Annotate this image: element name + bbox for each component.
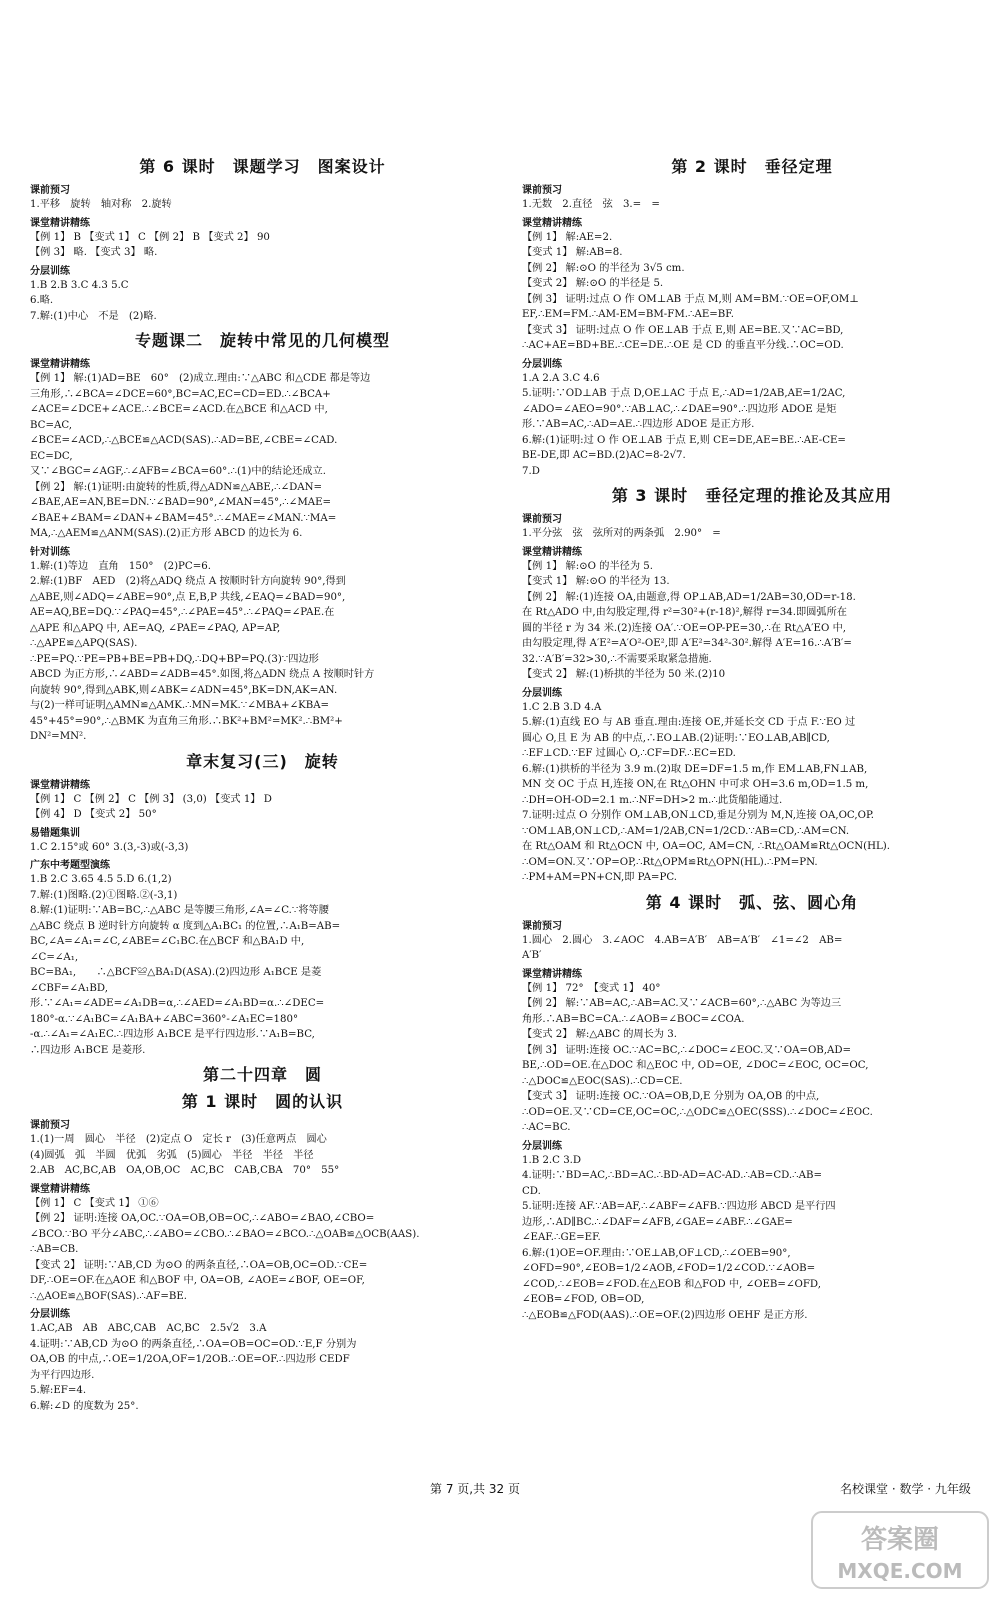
subsection-label: 课堂精讲精练 [522, 217, 582, 229]
watermark-text: 答案圈 [860, 1525, 940, 1555]
answer-line: 5.解:(1)直线 EO 与 AB 垂直.理由:连接 OE,并延长交 CD 于点 F.∵EO 过 [522, 717, 856, 728]
answer-line: OA,OB 的中点,∴OE=1/2OA,OF=1/2OB.∴OE=OF.∴四边形 CEDF [30, 1354, 350, 1365]
answer-line: ∠COD,∴∠EOB=∠FOD.在△EOB 和△FOD 中, ∠OEB=∠OFD, [522, 1278, 821, 1290]
answer-line: 【变式 2】 证明:∵AB,CD 为⊙O 的两条直径,∴OA=OB,OC=OD.∵CE= [30, 1259, 368, 1271]
answer-line: 由勾股定理,得 A′E²=A′O²-OE²,即 A′E²=34²-30².解得 A′E=16.∴A′B′= [522, 638, 852, 649]
answer-line: 5.证明:连接 AF.∵AB=AF,∴∠ABF=∠AFB.∵四边形 ABCD 是平行四 [522, 1201, 836, 1212]
answer-line: 【例 2】 解:⊙O 的半径为 3√5 cm. [522, 262, 685, 274]
watermark-logo [810, 1510, 990, 1590]
subsection-label: 易错题集训 [30, 827, 80, 839]
answer-line: 三角形,∴∠BCA=∠DCE=60°,BC=AC,EC=CD=ED.∴∠BCA+ [30, 388, 331, 400]
answer-line: 【变式 2】 解:△ABC 的周长为 3. [522, 1029, 677, 1040]
answer-line: EC=DC, [30, 450, 73, 462]
answer-line: ∴AC+AE=BD+BE.∴CE=DE.∴OE 是 CD 的垂直平分线.∴OC=OD. [522, 340, 844, 351]
answer-line: 1.C 2.B 3.D 4.A [522, 701, 602, 713]
answer-line: 1.无数 2.直径 弦 3.= = [522, 199, 660, 210]
answer-line: 8.解:(1)证明:∵AB=BC,∴△ABC 是等腰三角形,∠A=∠C.∵将等腰 [30, 905, 329, 916]
answer-line: 【例 1】 72° 【变式 1】 40° [522, 982, 661, 994]
subsection-label: 广东中考题型演练 [30, 860, 110, 871]
answer-line: ∴△DOC≌△EOC(SAS).∴CD=CE. [522, 1075, 683, 1087]
answer-line: 圆心 O,且 E 为 AB 的中点,∴EO⊥AB.(2)证明:∵EO⊥AB,AB∥CD, [522, 732, 830, 744]
answer-line: 1.(1)一周 圆心 半径 (2)定点 O 定长 r (3)任意两点 圆心 [30, 1134, 327, 1145]
answer-line: 【例 1】 C 【变式 1】 ①⑥ [30, 1197, 159, 1209]
answer-line: 【例 2】 证明:连接 OA,OC.∵OA=OB,OB=OC,∴∠ABO=∠BAO,∠CBO= [30, 1213, 375, 1224]
answer-line: 【例 3】 略. 【变式 3】 略. [30, 247, 158, 258]
answer-line: ∴DH=OH-OD=2.1 m.∴NF=DH>2 m.∴此货船能通过. [522, 794, 783, 806]
answer-line: ∴PM+AM=PN+CN,即 PA=PC. [522, 872, 677, 883]
answer-line: △APE 和△APQ 中, AE=AQ, ∠PAE=∠PAQ, AP=AP, [30, 622, 281, 634]
answer-line: 6.略. [30, 295, 54, 306]
answer-line: 1.平分弦 弦 弦所对的两条弧 2.90° = [522, 528, 721, 539]
answer-line: 角形.∴AB=BC=CA.∴∠AOB=∠BOC=∠COA. [522, 1013, 745, 1025]
answer-line: EF,∴EM=FM.∴AM-EM=BM-FM.∴AE=BF. [522, 309, 735, 320]
answer-line: ∴AB=CB. [30, 1244, 79, 1255]
answer-line: ∠EOB=∠FOD, OB=OD, [522, 1294, 645, 1305]
answer-line: 【例 1】 C 【例 2】 C 【例 3】 (3,0) 【变式 1】 D [30, 793, 272, 805]
answer-line: ∠EAF.∴GE=EF. [522, 1232, 601, 1243]
answer-line: ∠BAE,AE=AN,BE=DN.∵∠BAD=90°,∠MAN=45°,∴∠MAE= [30, 497, 332, 508]
answer-line: 在 Rt△OAM 和 Rt△OCN 中, OA=OC, AM=CN, ∴Rt△OAM≌Rt△OCN(HL). [522, 841, 891, 852]
subsection-label: 针对训练 [30, 546, 70, 558]
answer-line: MA,∴△AEM≌△ANM(SAS).(2)正方形 ABCD 的边长为 6. [30, 528, 303, 539]
subsection-label: 课前预习 [30, 185, 70, 196]
answer-line: 【例 3】 证明:过点 O 作 OM⊥AB 于点 M,则 AM=BM.∵OE=OF,OM⊥ [522, 293, 859, 305]
answer-line: 形.∵AB=AC,∴AD=AE.∴四边形 ADOE 是正方形. [522, 419, 755, 430]
answer-line: ∠CBF=∠A₁BD, [30, 982, 108, 994]
answer-line: 【例 2】 解:(1)证明:由旋转的性质,得△ADN≌△ABE,∴∠DAN= [30, 481, 323, 493]
section-heading: 专题课二 旋转中常见的几何模型 [134, 331, 390, 350]
answer-line: 【例 3】 证明:连接 OC.∵AC=BC,∴∠DOC=∠EOC.又∵OA=OB,AD= [522, 1044, 852, 1056]
answer-line: 1.AC,AB AB ABC,CAB AC,BC 2.5√2 3.A [30, 1323, 267, 1334]
answer-line: 圆的半径 r 为 34 米.(2)连接 OA′.∵OE=OP-PE=30,∴在 Rt△A′EO 中, [522, 622, 847, 634]
answer-line: ∴PE=PQ.∵PE=PB+BE=PB+DQ,∴DQ+BP=PQ.(3)∵四边形 [30, 653, 319, 665]
section-heading: 第 2 课时 垂径定理 [671, 157, 833, 176]
answer-line: 180°-α.∵∠A₁BC=∠A₁BA+∠ABC=360°-∠A₁EC=180° [30, 1013, 299, 1025]
answer-line: 【例 2】 解:∵AB=AC,∴AB=AC.又∵∠ACB=60°,∴△ABC 为等边三 [522, 998, 842, 1009]
section-heading: 章末复习(三) 旋转 [186, 751, 339, 771]
answer-line: ∴OM=ON.又∵OP=OP,∴Rt△OPM≌Rt△OPN(HL).∴PM=PN. [522, 856, 818, 868]
subsection-label: 分层训练 [30, 1309, 70, 1320]
subsection-label: 课堂精讲精练 [30, 1183, 90, 1195]
answer-line: 与(2)一样可证明△AMN≌△AMK.∴MN=MK.∵∠MBA+∠KBA= [30, 700, 330, 711]
answer-line: 【例 1】 解:(1)AD=BE 60° (2)成立.理由:∵△ABC 和△CDE 都是等边 [30, 373, 371, 384]
answer-line: 1.B 2.C 3.65 4.5 5.D 6.(1,2) [30, 874, 172, 885]
answer-line: 5.证明:∵OD⊥AB 于点 D,OE⊥AC 于点 E,∴AD=1/2AB,AE=1/2AC, [522, 388, 846, 399]
answer-line: 45°+45°=90°,∴△BMK 为直角三角形.∴BK²+BM²=MK².∴BM²+ [30, 715, 343, 727]
answer-line: ABCD 为正方形,∴∠ABD=∠ADB=45°.如图,将△ADN 绕点 A 按顺时针方 [30, 669, 375, 680]
subsection-label: 课前预习 [522, 920, 562, 932]
answer-line: BC=BA₁, ∴△BCF≌△BA₁D(ASA).(2)四边形 A₁BCE 是菱 [30, 967, 322, 978]
answer-line: 【例 4】 D 【变式 2】 50° [30, 809, 157, 820]
answer-line: ∠BAE+∠BAM=∠DAN+∠BAM=45°.∴∠MAE=∠MAN.∵MA= [30, 512, 337, 524]
answer-line: BC=AC, [30, 419, 73, 431]
answer-line: 【例 1】 B 【变式 1】 C 【例 2】 B 【变式 2】 90 [30, 231, 270, 243]
answer-line: ∠BCE=∠ACD,∴△BCE≌△ACD(SAS).∴AD=BE,∠CBE=∠CAD. [30, 435, 338, 446]
answer-line: 6.解:(1)OE=OF.理由:∵OE⊥AB,OF⊥CD,∴∠OEB=90°, [522, 1247, 791, 1259]
answer-line: 1.B 2.B 3.C 4.3 5.C [30, 279, 129, 291]
answer-line: ∠C=∠A₁, [30, 951, 79, 963]
answer-line: 4.证明:∵BD=AC,∴BD=AC.∴BD-AD=AC-AD.∴AB=CD.∴AB= [522, 1170, 823, 1181]
answer-line: AE=AQ,BE=DQ.∵∠PAQ=45°,∴∠PAE=45°.∴∠PAQ=∠PAE.在 [30, 607, 335, 618]
answer-line: 【变式 3】 证明:连接 OC.∵OA=OB,D,E 分别为 OA,OB 的中点, [522, 1091, 820, 1102]
answer-line: 【变式 2】 解:(1)桥拱的半径为 50 米.(2)10 [522, 669, 726, 680]
answer-line: CD. [522, 1185, 541, 1197]
page-number: 第 7 页,共 32 页 [430, 1482, 520, 1496]
answer-line: ∴AC=BC. [522, 1122, 571, 1133]
answer-line: (4)圆弧 弧 半圆 优弧 劣弧 (5)圆心 半径 半径 半径 [30, 1149, 314, 1161]
subsection-label: 课堂精讲精练 [30, 359, 90, 370]
answer-line: △ABC 绕点 B 逆时针方向旋转 α 度到△A₁BC₁ 的位置,∴A₁B=AB= [30, 920, 341, 932]
answer-line: ∠ACE=∠DCE+∠ACE.∴∠BCE=∠ACD.在△BCE 和△ACD 中, [30, 404, 328, 415]
subsection-label: 课堂精讲精练 [522, 968, 582, 980]
answer-line: 4.证明:∵AB,CD 为⊙O 的两条直径,∴OA=OB=OC=OD.∵E,F 分别为 [30, 1338, 357, 1350]
answer-line: 形.∵∠A₁=∠ADE=∠A₁DB=α,∴∠AED=∠A₁BD=α.∴∠DEC= [30, 998, 325, 1009]
answer-line: 7.证明:过点 O 分别作 OM⊥AB,ON⊥CD,垂足分别为 M,N,连接 OA,OC,OP. [522, 810, 874, 821]
section-heading: 第 6 课时 课题学习 图案设计 [139, 157, 386, 176]
page-footer [0, 1480, 1000, 1500]
book-title: 名校课堂 · 数学 · 九年级 [840, 1482, 971, 1496]
answer-line: 32.∵A′B′=32>30,∴不需要采取紧急措施. [522, 653, 712, 665]
answer-line: 2.AB AC,BC,AB OA,OB,OC AC,BC CAB,CBA 70° 55° [30, 1165, 340, 1176]
answer-line: 1.A 2.A 3.C 4.6 [522, 372, 600, 384]
answer-line: 6.解:(1)证明:过 O 作 OE⊥AB 于点 E,则 CE=DE,AE=BE.∴AE-CE= [522, 434, 846, 446]
subsection-label: 分层训练 [522, 1140, 562, 1152]
answer-line: 【例 1】 解:AE=2. [522, 231, 613, 243]
section-heading: 第 1 课时 圆的认识 [181, 1092, 344, 1111]
answer-line: 又∵∠BGC=∠AGF,∴∠AFB=∠BCA=60°.∴(1)中的结论还成立. [30, 466, 326, 477]
answer-line: 向旋转 90°,得到△ABK,则∠ABK=∠ADN=45°,BK=DN,AK=AN. [30, 684, 338, 696]
subsection-label: 分层训练 [522, 358, 562, 370]
answer-line: 1.解:(1)等边 直角 150° (2)PC=6. [30, 560, 211, 572]
section-heading: 第 3 课时 垂径定理的推论及其应用 [611, 486, 893, 505]
subsection-label: 课前预习 [30, 1120, 70, 1131]
answer-line: ∵OM⊥AB,ON⊥CD,∴AM=1/2AB,CN=1/2CD.∵AB=CD,∴AM=CN. [522, 825, 850, 837]
answer-line: 5.解:EF=4. [30, 1385, 87, 1396]
answer-line: 【变式 1】 解:AB=8. [522, 247, 623, 258]
answer-line: 为平行四边形. [30, 1369, 95, 1381]
answer-line: 【变式 1】 解:⊙O 的半径为 13. [522, 576, 670, 587]
watermark-domain: MXQE.COM [837, 1559, 963, 1583]
answer-line: 【变式 2】 解:⊙O 的半径是 5. [522, 278, 664, 289]
answer-line: 1.B 2.C 3.D [522, 1154, 582, 1166]
answer-line: 7.解:(1)图略.(2)①图略.②(-3,1) [30, 889, 178, 901]
answer-line: ∴△AOE≌△BOF(SAS).∴AF=BE. [30, 1290, 188, 1302]
subsection-label: 课堂精讲精练 [30, 217, 90, 229]
left-column [30, 150, 495, 1414]
answer-line: ∴△EOB≌△FOD(AAS).∴OE=OF.(2)四边形 OEHF 是正方形. [522, 1309, 808, 1321]
subsection-label: 课前预习 [522, 514, 562, 525]
section-heading: 第二十四章 圆 [202, 1065, 322, 1084]
answer-line: 6.解:(1)拱桥的半径为 3.9 m.(2)取 DE=DF=1.5 m,作 EM⊥AB,FN⊥AB, [522, 763, 868, 775]
answer-line: ∠BCO.∵BO 平分∠ABC,∴∠ABO=∠CBO.∴∠BAO=∠BCO.∴△OAB≌△OCB(AAS). [30, 1228, 420, 1240]
answer-line: 1.平移 旋转 轴对称 2.旋转 [30, 199, 172, 210]
answer-line: 在 Rt△ADO 中,由勾股定理,得 r²=30²+(r-18)²,解得 r=34.即圆弧所在 [522, 607, 847, 618]
answer-line: 6.解:∠D 的度数为 25°. [30, 1400, 139, 1412]
answer-line: DN²=MN². [30, 731, 87, 742]
answer-line: 边形,∴AD∥BC.∴∠DAF=∠AFB,∠GAE=∠ABF.∴∠GAE= [522, 1216, 793, 1228]
answer-line: ∴OD=OE.又∵CD=CE,OC=OC,∴△ODC≌△OEC(SSS).∴∠DOC=∠EOC. [522, 1106, 873, 1118]
answer-line: 【例 2】 解:(1)连接 OA,由题意,得 OP⊥AB,AD=1/2AB=30,OD=r-18. [522, 591, 856, 603]
answer-line: 【例 1】 解:⊙O 的半径为 5. [522, 560, 653, 572]
answer-line: ∴四边形 A₁BCE 是菱形. [30, 1044, 146, 1056]
answer-line: BE-DE,即 AC=BD.(2)AC=8-2√7. [522, 450, 686, 461]
answer-line: 2.解:(1)BF AED (2)将△ADQ 绕点 A 按顺时针方向旋转 90°,得到 [30, 576, 346, 587]
answer-line: DF,∴OE=OF.在△AOE 和△BOF 中, OA=OB, ∠AOE=∠BOF, OE=OF, [30, 1275, 365, 1286]
answer-line: 7.解:(1)中心 不是 (2)略. [30, 310, 157, 322]
answer-line: 【变式 3】 证明:过点 O 作 OE⊥AB 于点 E,则 AE=BE.又∵AC=BD, [522, 324, 844, 336]
answer-line: 1.圆心 2.圆心 3.∠AOC 4.AB=A′B′ AB=A′B′ ∠1=∠2 AB= [522, 934, 843, 946]
subsection-label: 课堂精讲精练 [30, 779, 90, 791]
subsection-label: 课堂精讲精练 [522, 546, 582, 558]
answer-line: MN 交 OC 于点 H,连接 ON,在 Rt△OHN 中可求 OH=3.6 m,OD=1.5 m, [522, 779, 869, 790]
answer-line: A′B′ [522, 950, 542, 961]
right-column [522, 150, 982, 1323]
subsection-label: 分层训练 [30, 265, 70, 277]
answer-line: BC,∠A=∠A₁=∠C,∠ABE=∠C₁BC.在△BCF 和△BA₁D 中, [30, 936, 305, 947]
answer-line: ∠OFD=90°,∠EOB=1/2∠AOB,∠FOD=1/2∠COD.∵∠AOB= [522, 1263, 816, 1274]
answer-line: -α.∴∠A₁=∠A₁EC.∴四边形 A₁BCE 是平行四边形.∵A₁B=BC, [30, 1029, 315, 1040]
answer-line: △ABE,则∠ADQ=∠ABE=90°,点 E,B,P 共线,∠EAQ=∠BAD=90°, [30, 591, 346, 603]
subsection-label: 课前预习 [522, 185, 562, 196]
section-heading: 第 4 课时 弧、弦、圆心角 [645, 892, 859, 912]
answer-line: ∴EF⊥CD.∵EF 过圆心 O,∴CF=DF.∴EC=ED. [522, 748, 736, 759]
answer-line: ∠ADO=∠AEO=90°.∵AB⊥AC,∴∠DAE=90°.∴四边形 ADOE 是矩 [522, 403, 837, 415]
answer-line: BE,∴OD=OE.在△DOC 和△EOC 中, OD=OE, ∠DOC=∠EOC, OC=OC, [522, 1060, 869, 1071]
answer-line: 1.C 2.15°或 60° 3.(3,-3)或(-3,3) [30, 841, 189, 853]
answer-line: 7.D [522, 465, 540, 477]
subsection-label: 分层训练 [522, 687, 562, 699]
answer-line: ∴△APE≌△APQ(SAS). [30, 638, 138, 649]
